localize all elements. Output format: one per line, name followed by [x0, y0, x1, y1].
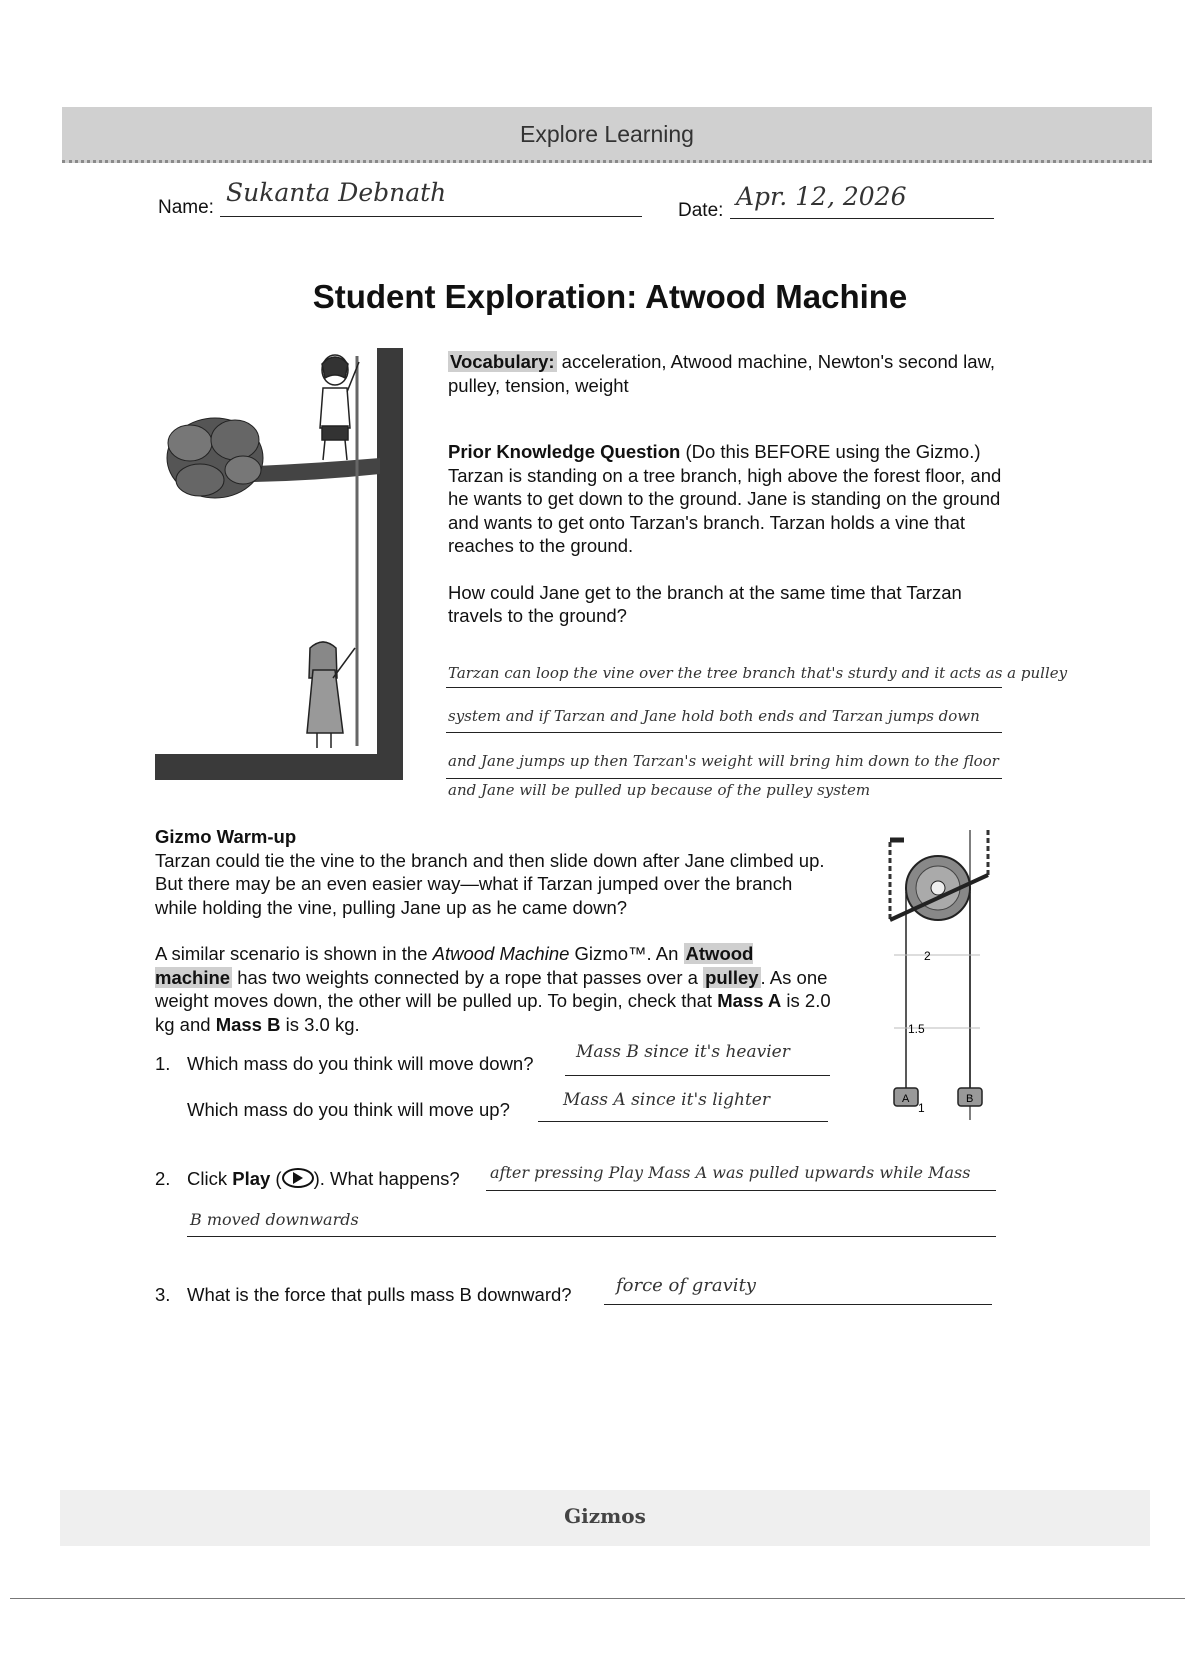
answer-underline	[446, 732, 1002, 733]
q2-number: 2.	[155, 1168, 171, 1189]
scale-label-1-5: 1.5	[908, 1022, 925, 1036]
warmup-paragraph-1: Tarzan could tie the vine to the branch and then slide down after Jane climbed up. But there may be an even easier way—what if Tarzan jumped over the branch while holding the vine, pulling Jane up as he came down?	[155, 849, 825, 918]
vocabulary-block	[448, 350, 1008, 397]
q3-answer[interactable]: force of gravity	[616, 1275, 756, 1296]
answer-underline	[446, 687, 1002, 688]
answer-underline	[538, 1121, 828, 1122]
mass-a-label: A	[902, 1093, 910, 1105]
vocabulary-text: acceleration, Atwood machine, Newton's second law, pulley, tension, weight	[448, 351, 996, 396]
term-pulley: pulley	[705, 966, 759, 988]
header-banner	[62, 107, 1152, 163]
q2-answer-line-1[interactable]: after pressing Play Mass A was pulled upwards while Mass	[490, 1163, 971, 1182]
prior-answer-line-1[interactable]: Tarzan can loop the vine over the tree branch that's sturdy and it acts as a pulley	[448, 664, 1068, 682]
prior-knowledge-heading-suffix: (Do this BEFORE using the Gizmo.)	[685, 441, 981, 462]
play-icon	[282, 1168, 314, 1188]
prior-answer-line-4[interactable]: and Jane will be pulled up because of the pulley system	[448, 781, 871, 799]
scale-label-1: 1	[918, 1101, 925, 1115]
warmup-paragraph-2: A similar scenario is shown in the Atwood Machine Gizmo™. An Atwood machine has two weights connected by a rope that passes over a pulley . As one weight moves down, the other will be pulled up. To begin, check that Mass A is 2.0 kg and Mass B is 3.0 kg.	[155, 943, 831, 1035]
term-atwood-machine: Atwood machine	[155, 943, 754, 988]
warmup-heading: Gizmo Warm-up	[155, 826, 297, 847]
atwood-machine-diagram	[870, 830, 1000, 1130]
q1b-answer[interactable]: Mass A since it's lighter	[563, 1090, 770, 1110]
gizmos-logo: Gizmos	[564, 1504, 646, 1528]
date-value[interactable]: Apr. 12, 2026	[736, 182, 907, 211]
prior-knowledge-heading: Prior Knowledge Question	[448, 441, 681, 462]
page-title: Student Exploration: Atwood Machine	[312, 278, 908, 315]
q2-text: Click Play ( ). What happens?	[187, 1168, 460, 1189]
jane-figure	[307, 642, 355, 748]
answer-underline	[604, 1304, 992, 1305]
q2-answer-line-2[interactable]: B moved downwards	[190, 1210, 359, 1229]
ground	[155, 754, 403, 780]
prior-knowledge-question: How could Jane get to the branch at the same time that Tarzan travels to the ground?	[448, 581, 962, 626]
answer-underline	[565, 1075, 830, 1076]
tarzan-figure	[320, 355, 359, 460]
scale-label-2: 2	[924, 949, 931, 963]
name-value[interactable]: Sukanta Debnath	[226, 178, 447, 207]
answer-underline	[187, 1236, 996, 1237]
warmup-block	[155, 825, 835, 1036]
footer-banner	[60, 1490, 1150, 1546]
q1a-answer[interactable]: Mass B since it's heavier	[576, 1042, 790, 1062]
prior-knowledge-block	[448, 440, 1008, 628]
brand-logo-text: Explore Learning	[520, 121, 694, 147]
answer-underline	[446, 778, 1002, 779]
q1b-text: Which mass do you think will move up?	[187, 1099, 510, 1120]
prior-knowledge-body: Tarzan is standing on a tree branch, high above the forest floor, and he wants to get down to the ground. Jane is standing on the ground and wants to get onto Tarzan's branch. Tarzan holds a vine that reaches to the ground.	[448, 464, 1002, 556]
name-label: Name:	[158, 197, 214, 218]
mass-b-label: B	[966, 1093, 974, 1105]
date-label: Date:	[678, 200, 724, 221]
answer-underline	[486, 1190, 996, 1191]
date-underline	[730, 218, 994, 219]
q3-text: What is the force that pulls mass B downward?	[187, 1284, 572, 1305]
vocabulary-label: Vocabulary:	[450, 351, 555, 372]
page-divider	[10, 1598, 1185, 1599]
prior-answer-line-2[interactable]: system and if Tarzan and Jane hold both ends and Tarzan jumps down	[448, 707, 980, 725]
q1-number: 1.	[155, 1053, 171, 1074]
tree-trunk	[377, 348, 403, 778]
prior-answer-line-3[interactable]: and Jane jumps up then Tarzan's weight will bring him down to the floor	[448, 752, 999, 770]
tarzan-tree-illustration	[155, 348, 405, 780]
tree-foliage	[167, 418, 263, 498]
name-underline	[220, 216, 642, 217]
q3-number: 3.	[155, 1284, 171, 1305]
q1a-text: Which mass do you think will move down?	[187, 1053, 534, 1074]
